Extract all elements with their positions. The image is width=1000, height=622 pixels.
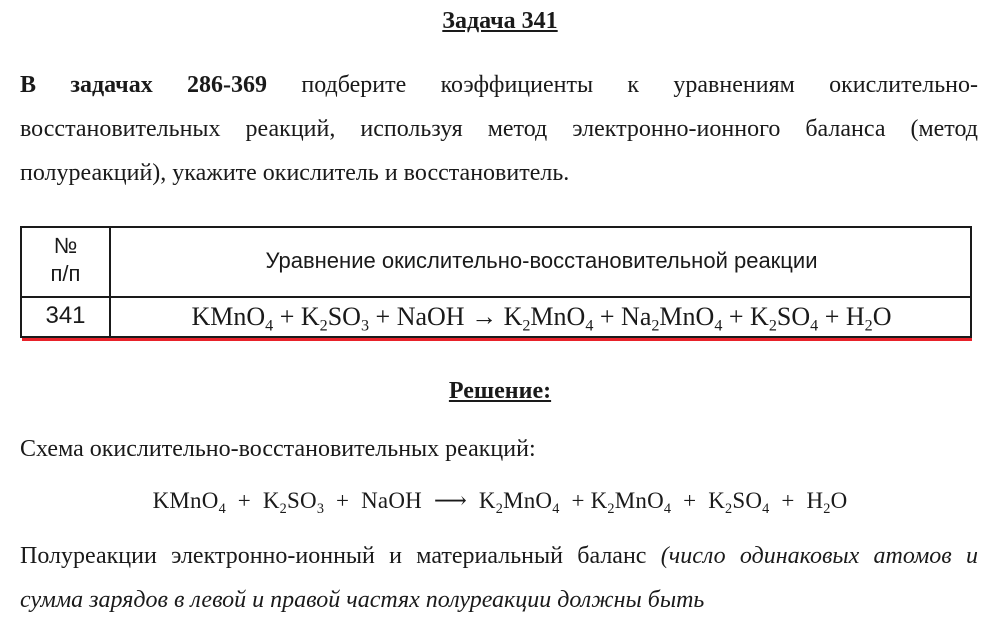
- scheme-text: MnO: [503, 488, 553, 513]
- equation-subscript: 3: [360, 317, 370, 335]
- reaction-scheme: [0, 488, 1000, 517]
- equation-subscript: 2: [319, 317, 328, 335]
- scheme-subscript: 2: [279, 500, 287, 517]
- half-reactions-text: [20, 534, 978, 622]
- cell-number: 341: [45, 302, 86, 329]
- reaction-table: [20, 226, 972, 338]
- scheme-subscript: 4: [762, 500, 770, 517]
- header-number-line: п/п: [50, 261, 81, 286]
- header-number: [22, 232, 109, 288]
- equation-subscript: 4: [810, 317, 819, 335]
- equation-subscript: 4: [585, 317, 594, 335]
- scheme-subscript: 4: [552, 500, 560, 517]
- para2-italic: (число одинаковых атомов и сумма зарядов в левой и правой частях полуреакции должны быть: [20, 543, 979, 613]
- scheme-subscript: 4: [663, 500, 672, 517]
- equation-subscript: 2: [864, 317, 873, 335]
- scheme-text: SO: [287, 488, 317, 513]
- equation-text: + H: [818, 302, 865, 331]
- task-title: Задача 341: [442, 8, 558, 34]
- scheme-text: + H: [769, 488, 824, 513]
- solution-title: Решение:: [448, 378, 552, 404]
- scheme-text: KMnO: [152, 488, 219, 513]
- scheme-text: + NaOH ⟶ K: [324, 488, 496, 513]
- scheme-subscript: 2: [495, 500, 504, 517]
- scheme-label: Схема окислительно-восстановительных реакций:: [20, 436, 536, 462]
- cell-equation: [111, 302, 972, 335]
- equation-subscript: 4: [714, 317, 723, 335]
- scheme-subscript: 4: [218, 500, 226, 517]
- equation-text: O: [872, 302, 892, 331]
- intro-bold: В задачах 286-369: [20, 72, 268, 98]
- equation-subscript: 2: [768, 317, 777, 335]
- task-intro: [20, 63, 978, 195]
- scheme-text: O: [830, 488, 848, 513]
- equation-text: SO: [327, 302, 361, 331]
- scheme-text: + K: [559, 488, 608, 513]
- scheme-text: MnO: [614, 488, 664, 513]
- scheme-subscript: 2: [725, 500, 733, 517]
- scheme-text: + K: [671, 488, 726, 513]
- equation-text: + Na: [593, 302, 652, 331]
- scheme-subscript: 2: [607, 500, 615, 517]
- equation-text: MnO: [530, 302, 586, 331]
- equation-subscript: 2: [522, 317, 531, 335]
- intro-text: подберите коэффициенты к уравнениям окислительно-восстановительных реакций, используя метод электронно-ионного баланса (метод полуреакций), укажите окислитель и восстановитель.: [20, 72, 979, 186]
- equation-text: KMnO: [191, 302, 266, 331]
- header-equation: Уравнение окислительно-восстановительной реакции: [265, 248, 818, 273]
- equation-text: SO: [776, 302, 811, 331]
- scheme-text: SO: [732, 488, 763, 513]
- para2-text: Полуреакции электронно-ионный и материальный баланс: [20, 543, 661, 569]
- equation-text: MnO: [659, 302, 715, 331]
- equation-text: + K: [273, 302, 320, 331]
- equation-subscript: 2: [651, 317, 660, 335]
- equation-subscript: 4: [265, 317, 274, 335]
- red-underline: [22, 338, 972, 341]
- equation-text: + NaOH → K: [369, 302, 523, 331]
- scheme-text: + K: [225, 488, 280, 513]
- scheme-subscript: 2: [823, 500, 831, 517]
- scheme-subscript: 3: [316, 500, 325, 517]
- header-number-line: №: [53, 233, 78, 258]
- equation-text: + K: [722, 302, 769, 331]
